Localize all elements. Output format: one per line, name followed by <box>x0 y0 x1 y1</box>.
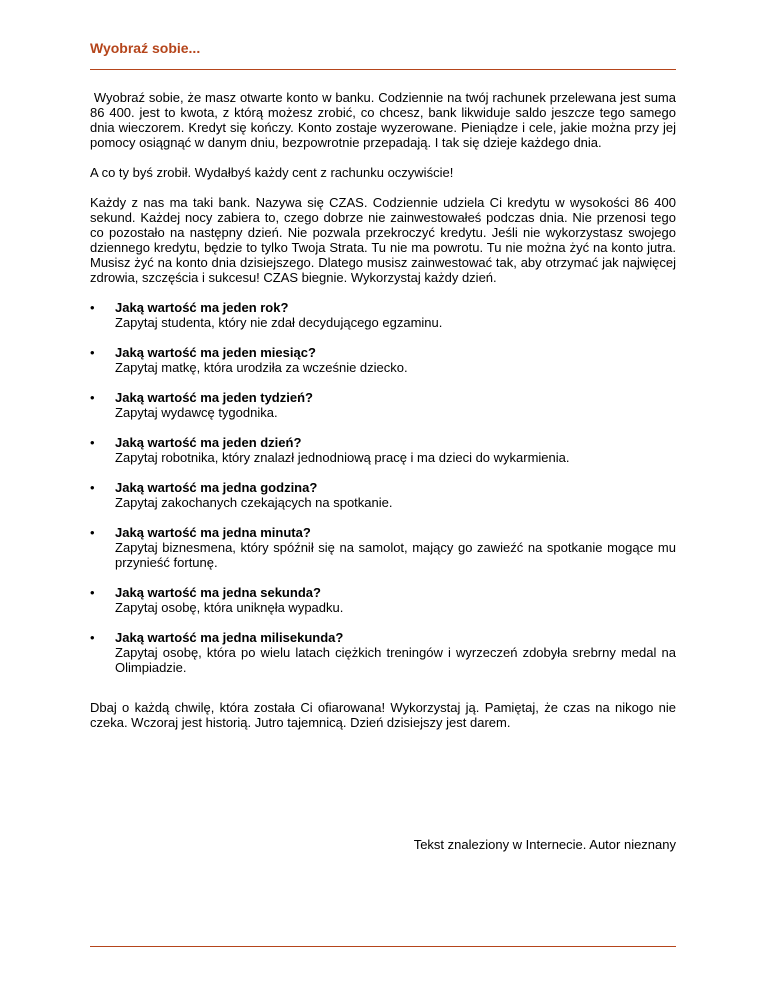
list-item-question: Jaką wartość ma jeden miesiąc? <box>115 345 316 360</box>
list-item <box>90 300 676 330</box>
list-item <box>90 390 676 420</box>
list-item <box>90 480 676 510</box>
list-item <box>90 345 676 375</box>
question-paragraph: A co ty byś zrobił. Wydałbyś każdy cent z rachunku oczywiście! <box>90 165 454 180</box>
document-page <box>90 0 680 994</box>
list-item <box>90 435 676 465</box>
list-item-answer: Zapytaj zakochanych czekających na spotkanie. <box>115 495 393 510</box>
bullet-icon: • <box>90 390 95 405</box>
list-item-answer: Zapytaj osobę, która uniknęła wypadku. <box>115 600 344 615</box>
list-item-question: Jaką wartość ma jeden dzień? <box>115 435 302 450</box>
bullet-icon: • <box>90 435 95 450</box>
list-item-question: Jaką wartość ma jeden tydzień? <box>115 390 313 405</box>
list-item <box>90 630 676 675</box>
bullet-icon: • <box>90 345 95 360</box>
list-item-answer: Zapytaj biznesmena, który spóźnił się na samolot, mający go zawieźć na spotkanie mogące mu przynieść fortunę. <box>115 540 676 570</box>
bullet-icon: • <box>90 585 95 600</box>
list-item-answer: Zapytaj wydawcę tygodnika. <box>115 405 278 420</box>
bullet-icon: • <box>90 480 95 495</box>
time-bank-paragraph: Każdy z nas ma taki bank. Nazywa się CZAS. Codziennie udziela Ci kredytu w wysokości 86 400 sekund. Każdej nocy zabiera to, czego dobrze nie zainwestowałeś podczas dnia. Nie przenosi tego co pozostało na następny dzień. Nie pozwala przekroczyć kredytu. Jeśli nie wykorzystasz swojego dziennego kredytu, będzie to tylko Twoja Strata. Tu nie ma powrotu. Tu nie można żyć na konto jutra. Musisz żyć na konto dnia dzisiejszego. Dlatego musisz zainwestować tak, aby otrzymać jak najwięcej zdrowia, szczęścia i sukcesu! CZAS biegnie. Wykorzystaj każdy dzień. <box>90 195 676 285</box>
spacer <box>90 690 676 700</box>
list-item <box>90 585 676 615</box>
header-rule <box>90 69 676 70</box>
value-questions-list <box>90 300 676 675</box>
document-body <box>90 90 680 745</box>
list-item-question: Jaką wartość ma jedna sekunda? <box>115 585 321 600</box>
signature: Tekst znaleziony w Internecie. Autor nieznany <box>413 837 676 852</box>
list-item-answer: Zapytaj osobę, która po wielu latach ciężkich treningów i wyrzeczeń zdobyła srebrny medal na Olimpiadzie. <box>115 645 676 675</box>
bullet-icon: • <box>90 300 95 315</box>
bullet-icon: • <box>90 630 95 645</box>
list-item-question: Jaką wartość ma jedna minuta? <box>115 525 311 540</box>
list-item-answer: Zapytaj matkę, która urodziła za wcześnie dziecko. <box>115 360 408 375</box>
footer-rule <box>90 946 676 947</box>
list-item <box>90 525 676 570</box>
intro-paragraph: Wyobraź sobie, że masz otwarte konto w banku. Codziennie na twój rachunek przelewana jest suma 86 400. jest to kwota, z którą możesz zrobić, co chcesz, bank likwiduje saldo jeszcze tego samego dnia wieczorem. Kredyt się kończy. Konto zostaje wyzerowane. Pieniądze i cele, jakie można przy jej pomocy osiągnąć w danym dniu, bezpowrotnie przepadają. I tak się dzieje każdego dnia. <box>90 90 680 150</box>
document-title: Wyobraź sobie... <box>90 40 201 56</box>
list-item-question: Jaką wartość ma jedna milisekunda? <box>115 630 344 645</box>
list-item-answer: Zapytaj studenta, który nie zdał decydującego egzaminu. <box>115 315 443 330</box>
bullet-icon: • <box>90 525 95 540</box>
list-item-question: Jaką wartość ma jedna godzina? <box>115 480 318 495</box>
closing-paragraph: Dbaj o każdą chwilę, która została Ci ofiarowana! Wykorzystaj ją. Pamiętaj, że czas na nikogo nie czeka. Wczoraj jest historią. Jutro tajemnicą. Dzień dzisiejszy jest darem. <box>90 700 676 730</box>
list-item-question: Jaką wartość ma jeden rok? <box>115 300 289 315</box>
list-item-answer: Zapytaj robotnika, który znalazł jednodniową pracę i ma dzieci do wykarmienia. <box>115 450 570 465</box>
